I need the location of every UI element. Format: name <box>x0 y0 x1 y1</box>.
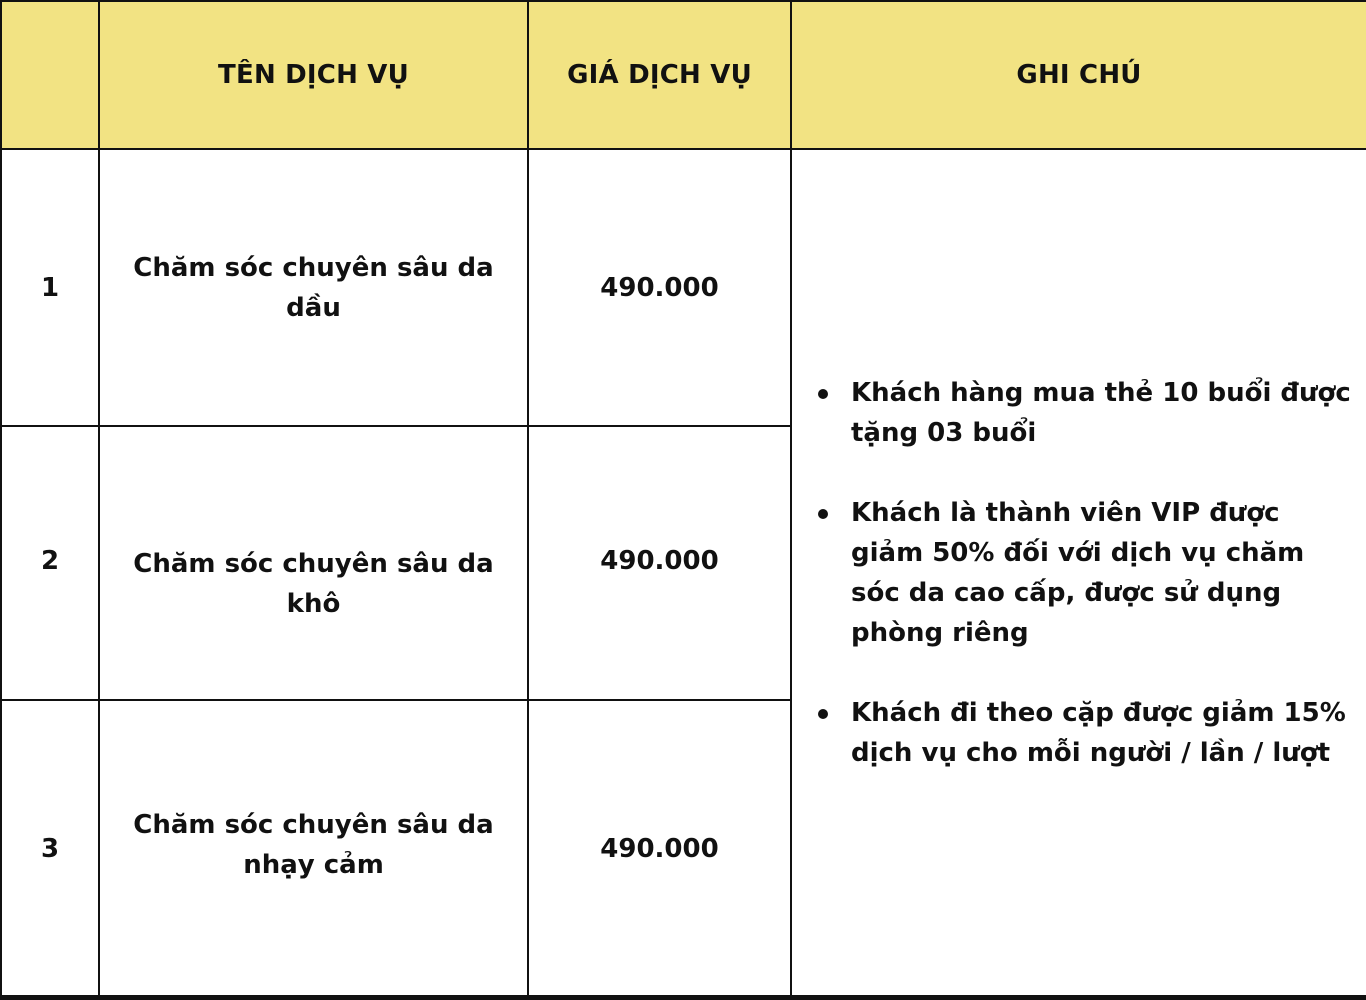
service-price-cell <box>528 426 791 700</box>
service-name-cell <box>99 426 528 700</box>
note-item <box>818 493 1354 653</box>
service-name: Chăm sóc chuyên sâu da khô <box>133 549 494 619</box>
note-text: Khách là thành viên VIP được giảm 50% đối với dịch vụ chăm sóc da cao cấp, được sử dụng phòng riêng <box>851 498 1305 648</box>
row-number-cell <box>1 426 99 700</box>
header-service-name: TÊN DỊCH VỤ <box>99 1 528 149</box>
notes-list <box>818 373 1354 773</box>
header-note: GHI CHÚ <box>791 1 1366 149</box>
row-number-cell <box>1 700 99 997</box>
bullet-icon <box>818 389 828 399</box>
service-price-cell <box>528 700 791 997</box>
service-price: 490.000 <box>600 545 719 576</box>
row-number-cell <box>1 149 99 426</box>
table-body <box>1 149 1366 997</box>
row-number: 3 <box>40 833 60 864</box>
bullet-icon <box>818 509 828 519</box>
note-text: Khách đi theo cặp được giảm 15% dịch vụ cho mỗi người / lần / lượt <box>851 698 1346 768</box>
note-item <box>818 373 1354 453</box>
row-number: 2 <box>40 545 60 576</box>
bullet-icon <box>818 709 828 719</box>
service-price: 490.000 <box>600 272 719 303</box>
header-number <box>1 1 99 149</box>
service-name: Chăm sóc chuyên sâu da dầu <box>133 252 494 323</box>
bottom-border-bar <box>0 995 1366 1000</box>
service-name-cell <box>99 700 528 997</box>
note-item <box>818 693 1354 773</box>
service-name-cell <box>99 149 528 426</box>
header-row <box>1 1 1366 149</box>
table-header <box>1 1 1366 149</box>
table-row <box>1 149 1366 426</box>
service-price: 490.000 <box>600 833 719 864</box>
row-number: 1 <box>40 272 60 303</box>
header-service-price: GIÁ DỊCH VỤ <box>528 1 791 149</box>
service-name: Chăm sóc chuyên sâu da nhạy cảm <box>133 809 494 880</box>
notes-cell <box>791 149 1366 997</box>
note-text: Khách hàng mua thẻ 10 buổi được tặng 03 buổi <box>851 378 1351 448</box>
service-price-cell <box>528 149 791 426</box>
